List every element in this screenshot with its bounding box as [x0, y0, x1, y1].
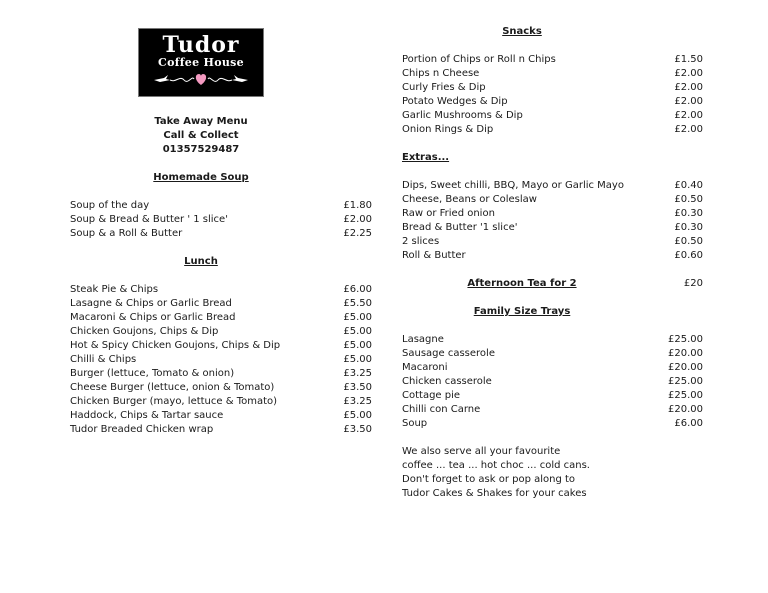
call-collect-label: Call & Collect: [163, 130, 239, 141]
item-price: £20: [683, 278, 703, 289]
menu-item: [402, 333, 703, 347]
item-name: Chicken Burger (mayo, lettuce & Tomato): [70, 396, 278, 407]
logo-subtitle: Coffee House: [158, 56, 244, 69]
menu-item: [402, 123, 703, 137]
section-heading-family-trays: Family Size Trays: [473, 306, 571, 317]
item-price: £3.25: [343, 396, 372, 407]
item-name: 2 slices: [402, 236, 440, 247]
item-name: Soup & Bread & Butter ' 1 slice': [70, 214, 228, 225]
item-name: Sausage casserole: [402, 348, 495, 359]
item-price: £0.40: [674, 180, 703, 191]
item-name: Raw or Fried onion: [402, 208, 495, 219]
item-price: £2.00: [343, 214, 372, 225]
menu-item: [402, 375, 703, 389]
menu-item: [402, 361, 703, 375]
item-name: Portion of Chips or Roll n Chips: [402, 54, 556, 65]
menu-item: [402, 179, 703, 193]
heart-birds-icon: [146, 71, 256, 87]
menu-item: [402, 81, 703, 95]
footer-note-line: Don't forget to ask or pop along to: [402, 474, 576, 485]
menu-item: [402, 207, 703, 221]
item-name: Steak Pie & Chips: [70, 284, 159, 295]
item-price: £2.00: [674, 82, 703, 93]
menu-item: [70, 227, 372, 241]
item-name: Onion Rings & Dip: [402, 124, 494, 135]
item-price: £5.00: [343, 326, 372, 337]
item-price: £3.25: [343, 368, 372, 379]
item-price: £5.00: [343, 410, 372, 421]
section-heading-afternoon-tea: Afternoon Tea for 2: [467, 278, 577, 289]
item-name: Soup of the day: [70, 200, 150, 211]
section-heading-homemade-soup: Homemade Soup: [153, 172, 249, 183]
menu-item: [70, 367, 372, 381]
item-price: £6.00: [674, 418, 703, 429]
item-price: £25.00: [668, 376, 703, 387]
item-name: Cheese, Beans or Coleslaw: [402, 194, 537, 205]
item-price: £2.25: [343, 228, 372, 239]
item-name: Tudor Breaded Chicken wrap: [70, 424, 214, 435]
menu-item: [70, 283, 372, 297]
item-name: Bread & Butter '1 slice': [402, 222, 518, 233]
item-name: Chicken casserole: [402, 376, 492, 387]
menu-item: [402, 403, 703, 417]
item-name: Roll & Butter: [402, 250, 466, 261]
footer-note-line: coffee ... tea ... hot choc ... cold cans.: [402, 460, 590, 471]
item-name: Chilli con Carne: [402, 404, 481, 415]
section-heading-extras: Extras...: [402, 152, 450, 163]
menu-item: [402, 249, 703, 263]
menu-item: [402, 235, 703, 249]
phone-number: 01357529487: [162, 144, 240, 155]
menu-item: [70, 395, 372, 409]
item-price: £20.00: [668, 404, 703, 415]
menu-item: [70, 311, 372, 325]
item-name: Macaroni & Chips or Garlic Bread: [70, 312, 236, 323]
menu-item: [402, 389, 703, 403]
logo-ornament: [139, 71, 263, 87]
item-price: £2.00: [674, 68, 703, 79]
item-name: Burger (lettuce, Tomato & onion): [70, 368, 235, 379]
menu-title: Take Away Menu: [154, 116, 248, 127]
afternoon-tea-price-row: [660, 277, 703, 291]
menu-item: [402, 221, 703, 235]
menu-item: [70, 423, 372, 437]
footer-note-line: We also serve all your favourite: [402, 446, 561, 457]
item-name: Potato Wedges & Dip: [402, 96, 508, 107]
section-heading-lunch: Lunch: [184, 256, 218, 267]
item-name: Chips n Cheese: [402, 68, 480, 79]
menu-item: [70, 409, 372, 423]
item-name: Garlic Mushrooms & Dip: [402, 110, 523, 121]
menu-item: [70, 339, 372, 353]
menu-item: [70, 199, 372, 213]
item-price: £0.60: [674, 250, 703, 261]
footer-note-line: Tudor Cakes & Shakes for your cakes: [402, 488, 587, 499]
item-name: Curly Fries & Dip: [402, 82, 486, 93]
item-price: £25.00: [668, 390, 703, 401]
item-price: £2.00: [674, 110, 703, 121]
item-price: £6.00: [343, 284, 372, 295]
item-price: £5.00: [343, 354, 372, 365]
menu-item: [70, 325, 372, 339]
item-name: Dips, Sweet chilli, BBQ, Mayo or Garlic Mayo: [402, 180, 624, 191]
menu-item: [402, 67, 703, 81]
menu-item: [70, 381, 372, 395]
item-price: £0.50: [674, 194, 703, 205]
menu-item: [70, 213, 372, 227]
menu-item: [70, 353, 372, 367]
item-name: Lasagne & Chips or Garlic Bread: [70, 298, 232, 309]
item-price: £5.00: [343, 312, 372, 323]
item-price: £5.00: [343, 340, 372, 351]
menu-item: [70, 297, 372, 311]
item-price: £3.50: [343, 382, 372, 393]
item-price: £2.00: [674, 124, 703, 135]
menu-item: [402, 53, 703, 67]
item-name: Cottage pie: [402, 390, 461, 401]
item-price: £0.30: [674, 222, 703, 233]
menu-item: [402, 417, 703, 431]
item-name: Chicken Goujons, Chips & Dip: [70, 326, 219, 337]
logo-title: Tudor: [162, 32, 240, 58]
menu-item: [402, 95, 703, 109]
item-price: £20.00: [668, 348, 703, 359]
item-name: Soup & a Roll & Butter: [70, 228, 183, 239]
item-price: £25.00: [668, 334, 703, 345]
menu-item: [402, 193, 703, 207]
item-price: £1.50: [674, 54, 703, 65]
item-price: £2.00: [674, 96, 703, 107]
menu-item: [402, 109, 703, 123]
item-name: Hot & Spicy Chicken Goujons, Chips & Dip: [70, 340, 281, 351]
item-price: £0.50: [674, 236, 703, 247]
item-price: £20.00: [668, 362, 703, 373]
item-price: £0.30: [674, 208, 703, 219]
section-heading-snacks: Snacks: [502, 26, 542, 37]
item-name: Haddock, Chips & Tartar sauce: [70, 410, 224, 421]
item-name: Chilli & Chips: [70, 354, 137, 365]
item-name: Lasagne: [402, 334, 444, 345]
item-name: Macaroni: [402, 362, 448, 373]
item-name: Cheese Burger (lettuce, onion & Tomato): [70, 382, 275, 393]
menu-item: [402, 347, 703, 361]
item-name: Soup: [402, 418, 428, 429]
item-price: £1.80: [343, 200, 372, 211]
item-price: £5.50: [343, 298, 372, 309]
item-price: £3.50: [343, 424, 372, 435]
tudor-logo: [138, 28, 264, 97]
